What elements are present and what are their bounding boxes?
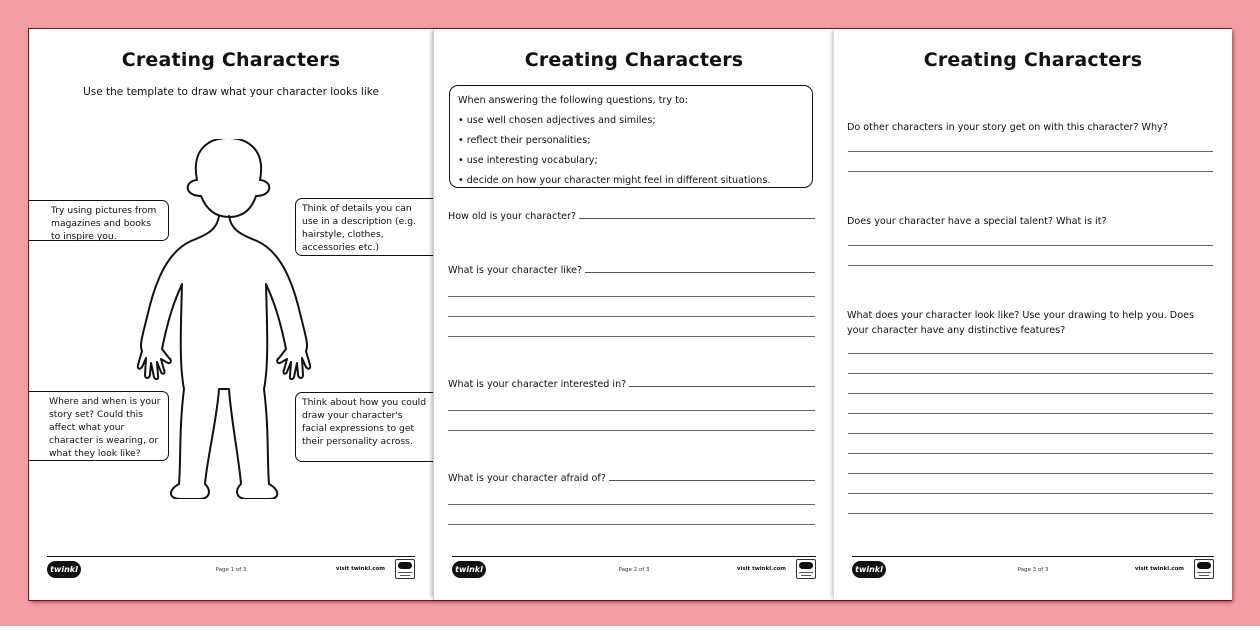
answer-line[interactable] — [585, 271, 815, 273]
answer-line[interactable] — [448, 430, 815, 431]
worksheet-preview — [29, 29, 1231, 600]
answer-line[interactable] — [848, 373, 1213, 374]
question-age — [448, 211, 815, 222]
answer-line[interactable] — [609, 479, 815, 481]
footer-rule — [47, 556, 415, 557]
page-3 — [833, 29, 1232, 600]
page-1 — [29, 29, 433, 600]
answer-line[interactable] — [448, 504, 815, 505]
twinkl-logo: twinkl — [852, 561, 886, 578]
visit-link[interactable]: visit twinkl.com — [1134, 566, 1184, 572]
answer-line[interactable] — [848, 513, 1213, 514]
page-title: Creating Characters — [121, 49, 341, 71]
answer-line[interactable] — [848, 171, 1213, 172]
answer-line[interactable] — [848, 493, 1213, 494]
answer-line[interactable] — [448, 410, 815, 411]
question-talent: Does your character have a special talent? What is it? — [847, 216, 1107, 227]
footer-rule — [452, 556, 816, 557]
question-relationships: Do other characters in your story get on with this character? Why? — [847, 122, 1168, 133]
callout-top-left: Try using pictures from magazines and books to inspire you. — [29, 200, 169, 241]
visit-link[interactable]: visit twinkl.com — [335, 566, 385, 572]
footer-rule — [852, 556, 1214, 557]
answer-line[interactable] — [448, 336, 815, 337]
quality-badge-icon — [395, 559, 415, 579]
page-number: Page 2 of 3 — [618, 567, 650, 573]
twinkl-logo: twinkl — [452, 561, 486, 578]
answer-line[interactable] — [848, 245, 1213, 246]
answer-line[interactable] — [848, 151, 1213, 152]
body-outline-figure — [129, 139, 329, 499]
question-interests — [448, 379, 815, 390]
callout-top-right: Think of details you can use in a description (e.g. hairstyle, clothes, accessories etc.) — [295, 198, 433, 256]
visit-link[interactable]: visit twinkl.com — [736, 566, 786, 572]
question-like — [448, 265, 815, 276]
answer-line[interactable] — [848, 265, 1213, 266]
page-number: Page 1 of 3 — [215, 567, 247, 573]
twinkl-logo: twinkl — [47, 561, 81, 578]
answer-line[interactable] — [848, 453, 1213, 454]
answer-line[interactable] — [848, 393, 1213, 394]
answer-line[interactable] — [448, 316, 815, 317]
answer-line[interactable] — [448, 296, 815, 297]
answer-line[interactable] — [848, 473, 1213, 474]
quality-badge-icon — [1194, 559, 1214, 579]
tip-item: • use interesting vocabulary; — [458, 155, 598, 166]
answer-line[interactable] — [848, 413, 1213, 414]
question-text: How old is your character? — [448, 211, 577, 222]
tip-item: • decide on how your character might feel in different situations. — [458, 175, 771, 186]
callout-bottom-left: Where and when is your story set? Could this affect what your character is wearing, or what they look like? — [29, 391, 169, 461]
question-text: What is your character like? — [448, 265, 583, 276]
page-title: Creating Characters — [923, 49, 1143, 71]
quality-badge-icon — [796, 559, 816, 579]
answer-line[interactable] — [579, 217, 815, 219]
question-appearance: What does your character look like? Use your drawing to help you. Does your character have any distinctive features? — [847, 310, 1194, 336]
question-text: What is your character afraid of? — [448, 473, 606, 484]
question-text: What is your character interested in? — [448, 379, 627, 390]
callout-bottom-right: Think about how you could draw your character's facial expressions to get their personality across. — [295, 392, 433, 462]
bottom-strip — [0, 626, 1260, 630]
page-2 — [433, 29, 834, 600]
page-title: Creating Characters — [524, 49, 744, 71]
page-subtitle: Use the template to draw what your character looks like — [83, 86, 379, 98]
tips-intro: When answering the following questions, try to: — [458, 95, 688, 106]
question-fears — [448, 473, 815, 484]
answer-line[interactable] — [848, 353, 1213, 354]
answer-line[interactable] — [629, 385, 815, 387]
tip-item: • reflect their personalities; — [458, 135, 591, 146]
answer-line[interactable] — [448, 524, 815, 525]
tips-box — [449, 85, 813, 188]
answer-line[interactable] — [848, 433, 1213, 434]
page-number: Page 3 of 3 — [1017, 567, 1049, 573]
tip-item: • use well chosen adjectives and similes; — [458, 115, 656, 126]
